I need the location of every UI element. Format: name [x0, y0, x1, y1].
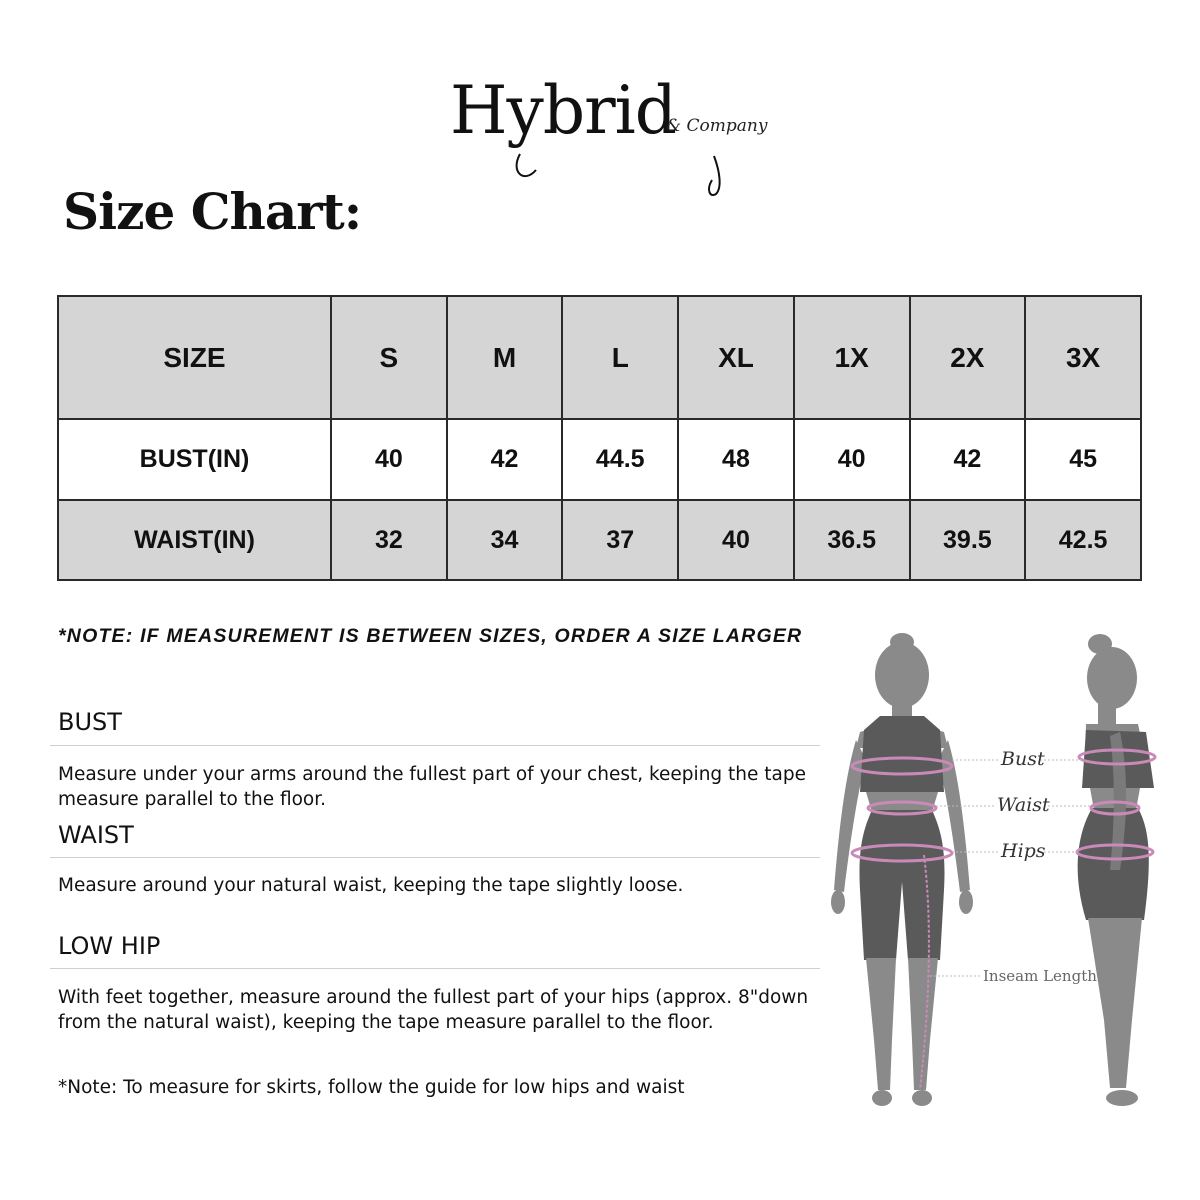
- table-row-bust: [58, 419, 1141, 500]
- table-cell: 45: [1025, 419, 1141, 500]
- header-size-s: S: [331, 296, 447, 419]
- skirt-note: *Note: To measure for skirts, follow the guide for low hips and waist: [58, 1077, 685, 1098]
- table-cell: 40: [794, 419, 910, 500]
- header-size-1x: 1X: [794, 296, 910, 419]
- figure-label-inseam: Inseam Length: [983, 967, 1097, 985]
- logo-sub-text: & Company: [666, 116, 768, 136]
- measurement-figure: [820, 620, 1180, 1130]
- section-heading-low-hip: LOW HIP: [58, 932, 161, 960]
- figure-label-bust: Bust: [1001, 748, 1045, 770]
- page-title: Size Chart:: [63, 182, 362, 241]
- header-size-l: L: [562, 296, 678, 419]
- front-figure-icon: [831, 633, 973, 1106]
- side-figure-icon: [1077, 634, 1155, 1106]
- table-cell: 44.5: [562, 419, 678, 500]
- header-size-xl: XL: [678, 296, 794, 419]
- table-cell: 37: [562, 500, 678, 580]
- table-cell: 39.5: [910, 500, 1026, 580]
- table-cell: 48: [678, 419, 794, 500]
- header-size-m: M: [447, 296, 563, 419]
- table-cell: 42: [447, 419, 563, 500]
- table-cell: 36.5: [794, 500, 910, 580]
- section-text-bust: Measure under your arms around the fullest part of your chest, keeping the tape measure parallel to the floor.: [58, 764, 806, 810]
- header-size-label: SIZE: [58, 296, 331, 419]
- table-cell: 34: [447, 500, 563, 580]
- divider: [50, 857, 820, 858]
- table-header-row: [58, 296, 1141, 419]
- logo-main-text: Hybrid: [450, 72, 676, 149]
- divider: [50, 745, 820, 746]
- table-cell: 32: [331, 500, 447, 580]
- table-cell: 40: [678, 500, 794, 580]
- logo-flourish-icon: [440, 72, 780, 202]
- row-label: WAIST(IN): [58, 500, 331, 580]
- section-text-waist: Measure around your natural waist, keeping the tape slightly loose.: [58, 875, 684, 896]
- header-size-3x: 3X: [1025, 296, 1141, 419]
- size-table: [57, 295, 1142, 581]
- figure-label-waist: Waist: [997, 794, 1050, 816]
- table-cell: 42.5: [1025, 500, 1141, 580]
- table-cell: 40: [331, 419, 447, 500]
- table-cell: 42: [910, 419, 1026, 500]
- section-heading-waist: WAIST: [58, 821, 134, 849]
- brand-logo: [440, 72, 780, 202]
- section-text-low-hip: With feet together, measure around the fullest part of your hips (approx. 8"down from the natural waist), keeping the tape measure parallel to the floor.: [58, 987, 809, 1033]
- size-note: *NOTE: IF MEASUREMENT IS BETWEEN SIZES, ORDER A SIZE LARGER: [58, 625, 803, 647]
- row-label: BUST(IN): [58, 419, 331, 500]
- divider: [50, 968, 820, 969]
- table-row-waist: [58, 500, 1141, 580]
- section-heading-bust: BUST: [58, 708, 122, 736]
- figure-label-hips: Hips: [1001, 840, 1046, 862]
- header-size-2x: 2X: [910, 296, 1026, 419]
